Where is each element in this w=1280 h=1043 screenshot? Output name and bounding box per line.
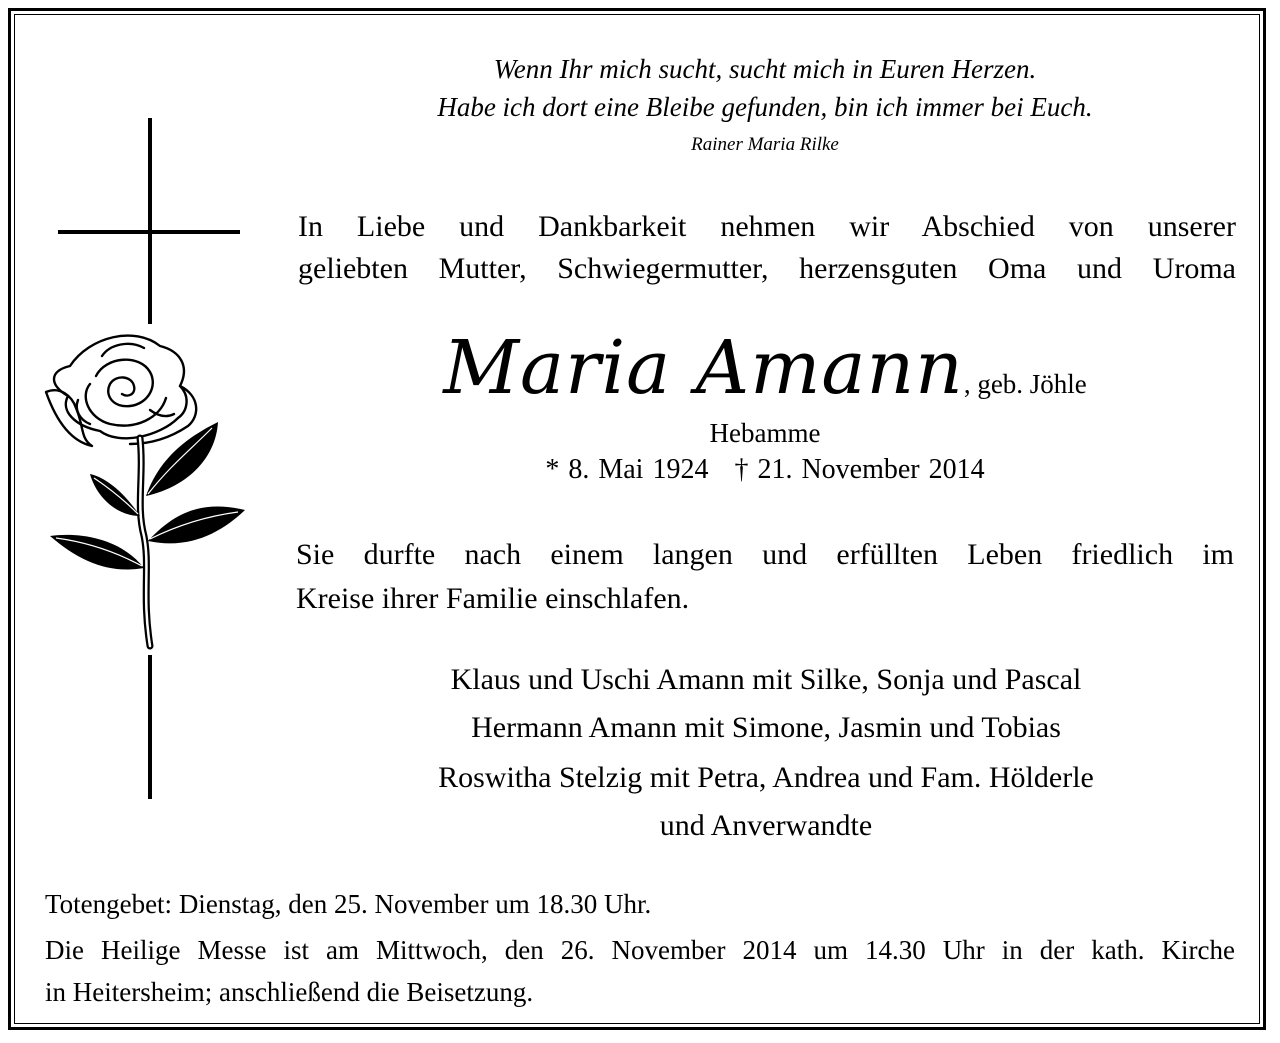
family-line: und Anverwandte — [659, 809, 873, 842]
birth-name: , geb. Jöhle — [963, 369, 1087, 399]
intro-line-2: geliebten Mutter, Schwiegermutter, herzensguten Oma und Uroma — [298, 252, 1236, 285]
message-line-1: Sie durfte nach einem langen und erfüllten Leben friedlich im — [296, 538, 1234, 571]
life-dates — [300, 454, 1230, 486]
profession: Hebamme — [709, 418, 821, 448]
prayer-info: Totengebet: Dienstag, den 25. November um 18.30 Uhr. — [45, 889, 652, 919]
message-line-2: Kreise ihrer Familie einschlafen. — [296, 582, 690, 615]
motto-line-1: Wenn Ihr mich sucht, sucht mich in Euren Herzen. — [493, 54, 1037, 84]
family-line: Hermann Amann mit Simone, Jasmin und Tobias — [471, 711, 1061, 744]
rose-icon — [40, 326, 250, 656]
intro-line-1: In Liebe und Dankbarkeit nehmen wir Abschied von unserer — [298, 210, 1236, 243]
motto-author: Rainer Maria Rilke — [691, 134, 839, 155]
cross-lower-beam — [148, 655, 152, 799]
family-line: Klaus und Uschi Amann mit Silke, Sonja und Pascal — [450, 663, 1082, 696]
deceased-name-row — [300, 325, 1230, 411]
death-date: † 21. November 2014 — [734, 454, 985, 485]
mass-info-line-2: in Heitersheim; anschließend die Beisetzung. — [45, 977, 534, 1007]
deceased-name: Maria Amann — [443, 325, 964, 411]
birth-date: * 8. Mai 1924 — [545, 454, 709, 485]
motto-line-2: Habe ich dort eine Bleibe gefunden, bin ich immer bei Euch. — [437, 92, 1093, 122]
family-line: Roswitha Stelzig mit Petra, Andrea und Fam. Hölderle — [438, 761, 1094, 794]
cross-crossbeam — [58, 230, 240, 234]
mass-info-line-1: Die Heilige Messe ist am Mittwoch, den 26. November 2014 um 14.30 Uhr in der kath. Kirche — [45, 935, 1235, 965]
cross-upper-beam — [148, 118, 152, 324]
